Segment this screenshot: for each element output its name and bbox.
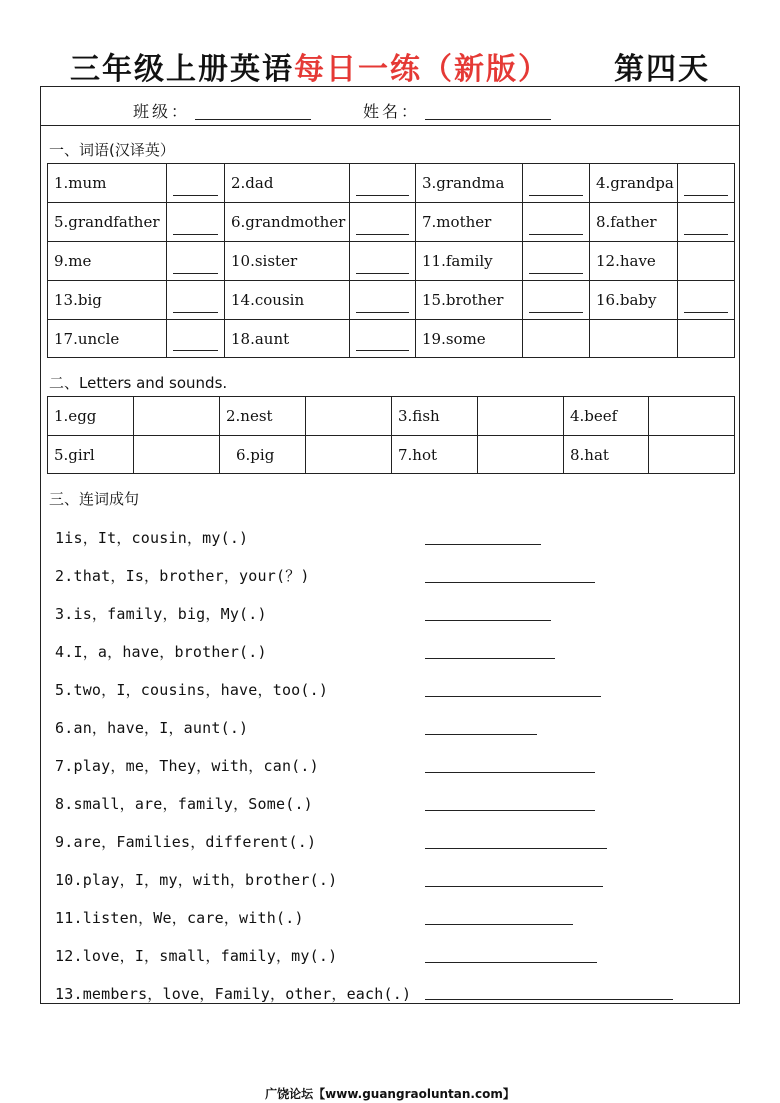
- answer-line[interactable]: [425, 772, 595, 773]
- sounds-table: [47, 396, 735, 474]
- sound-word: 4.beef: [564, 397, 649, 436]
- table-row: [48, 436, 735, 474]
- sentence-item: 11.listen，We，care，with(.): [55, 909, 304, 927]
- answer-line[interactable]: [425, 810, 595, 811]
- vocab-word: 11.family: [416, 242, 523, 281]
- answer-line[interactable]: [425, 924, 573, 925]
- sentence-item: 3.is，family，big，My(.): [55, 605, 267, 623]
- empty-cell: [523, 320, 590, 358]
- answer-line[interactable]: [425, 999, 673, 1000]
- table-row: [48, 320, 735, 358]
- title-day: 第四天: [614, 52, 710, 87]
- answer-line[interactable]: [425, 658, 555, 659]
- answer-blank[interactable]: [678, 203, 735, 242]
- name-label: 姓名：: [363, 102, 421, 121]
- vocab-word: 12.have: [590, 242, 678, 281]
- vocab-word: 9.me: [48, 242, 167, 281]
- vocab-word: 7.mother: [416, 203, 523, 242]
- answer-cell[interactable]: [134, 436, 220, 474]
- class-field[interactable]: [195, 119, 311, 120]
- answer-line[interactable]: [425, 848, 607, 849]
- sentence-item: 6.an，have，I，aunt(.): [55, 719, 249, 737]
- sound-word: 2.nest: [220, 397, 306, 436]
- name-field[interactable]: [425, 119, 551, 120]
- answer-blank[interactable]: [350, 203, 416, 242]
- sound-word: 1.egg: [48, 397, 134, 436]
- answer-line[interactable]: [425, 620, 551, 621]
- vocab-word: 1.mum: [48, 164, 167, 203]
- answer-blank[interactable]: [167, 242, 225, 281]
- vocab-word: 19.some: [416, 320, 523, 358]
- vocab-word: 17.uncle: [48, 320, 167, 358]
- answer-line[interactable]: [425, 582, 595, 583]
- vocab-word: 4.grandpa: [590, 164, 678, 203]
- vocab-word: 13.big: [48, 281, 167, 320]
- sentence-item: 10.play，I，my，with，brother(.): [55, 871, 338, 889]
- vocab-word: 3.grandma: [416, 164, 523, 203]
- vocab-word: 5.grandfather: [48, 203, 167, 242]
- answer-line[interactable]: [425, 962, 597, 963]
- vocab-word: 10.sister: [225, 242, 350, 281]
- answer-blank[interactable]: [167, 320, 225, 358]
- answer-blank[interactable]: [350, 242, 416, 281]
- answer-blank[interactable]: [167, 281, 225, 320]
- sentence-item: 7.play，me，They，with，can(.): [55, 757, 319, 775]
- page-title: [0, 44, 780, 88]
- sentence-item: 2.that，Is，brother，your(？): [55, 567, 310, 585]
- vocab-table: [47, 163, 735, 358]
- answer-blank[interactable]: [350, 281, 416, 320]
- sentence-item: 9.are，Families，different(.): [55, 833, 317, 851]
- footer-watermark: 广饶论坛【www.guangraoluntan.com】: [265, 1087, 515, 1101]
- answer-cell[interactable]: [478, 397, 564, 436]
- answer-blank[interactable]: [523, 281, 590, 320]
- answer-cell[interactable]: [306, 436, 392, 474]
- table-row: [48, 242, 735, 281]
- answer-blank[interactable]: [523, 242, 590, 281]
- title-grade: 三年级上册英语: [70, 52, 294, 87]
- vocab-word: 6.grandmother: [225, 203, 350, 242]
- answer-blank[interactable]: [350, 164, 416, 203]
- answer-cell[interactable]: [649, 397, 735, 436]
- sentence-item: 1is，It，cousin，my(.): [55, 529, 249, 547]
- vocab-word: 14.cousin: [225, 281, 350, 320]
- answer-blank[interactable]: [350, 320, 416, 358]
- empty-cell: [678, 320, 735, 358]
- vocab-word: 2.dad: [225, 164, 350, 203]
- section2-heading: 二、Letters and sounds.: [49, 374, 228, 392]
- answer-blank[interactable]: [523, 164, 590, 203]
- answer-cell[interactable]: [478, 436, 564, 474]
- section1-heading: 一、词语(汉译英）: [49, 141, 175, 159]
- empty-cell: [678, 242, 735, 281]
- title-practice: 每日一练（新版）: [294, 52, 550, 87]
- sound-word: 3.fish: [392, 397, 478, 436]
- class-label: 班级：: [133, 102, 191, 121]
- section3-heading: 三、连词成句: [49, 490, 140, 508]
- answer-blank[interactable]: [167, 203, 225, 242]
- vocab-word: 15.brother: [416, 281, 523, 320]
- answer-line[interactable]: [425, 886, 603, 887]
- table-row: [48, 281, 735, 320]
- sound-word: 6.pig: [220, 436, 306, 474]
- sound-word: 7.hot: [392, 436, 478, 474]
- vocab-word: 8.father: [590, 203, 678, 242]
- vocab-word: 18.aunt: [225, 320, 350, 358]
- answer-blank[interactable]: [167, 164, 225, 203]
- vocab-word: 16.baby: [590, 281, 678, 320]
- sentence-item: 8.small，are，family，Some(.): [55, 795, 313, 813]
- student-info-row: [41, 87, 739, 126]
- table-row: [48, 397, 735, 436]
- answer-cell[interactable]: [306, 397, 392, 436]
- answer-cell[interactable]: [134, 397, 220, 436]
- answer-cell[interactable]: [649, 436, 735, 474]
- sentence-item: 13.members，love，Family，other，each(.): [55, 985, 412, 1003]
- sentence-item: 12.love，I，small，family，my(.): [55, 947, 338, 965]
- empty-cell: [590, 320, 678, 358]
- worksheet-frame: [40, 86, 740, 1004]
- sound-word: 8.hat: [564, 436, 649, 474]
- answer-blank[interactable]: [523, 203, 590, 242]
- sound-word: 5.girl: [48, 436, 134, 474]
- answer-line[interactable]: [425, 734, 537, 735]
- answer-blank[interactable]: [678, 281, 735, 320]
- table-row: [48, 203, 735, 242]
- table-row: [48, 164, 735, 203]
- answer-blank[interactable]: [678, 164, 735, 203]
- sentence-item: 4.I，a，have，brother(.): [55, 643, 267, 661]
- sentence-item: 5.two，I，cousins，have，too(.): [55, 681, 329, 699]
- answer-line[interactable]: [425, 544, 541, 545]
- worksheet-title: [70, 44, 550, 88]
- answer-line[interactable]: [425, 696, 601, 697]
